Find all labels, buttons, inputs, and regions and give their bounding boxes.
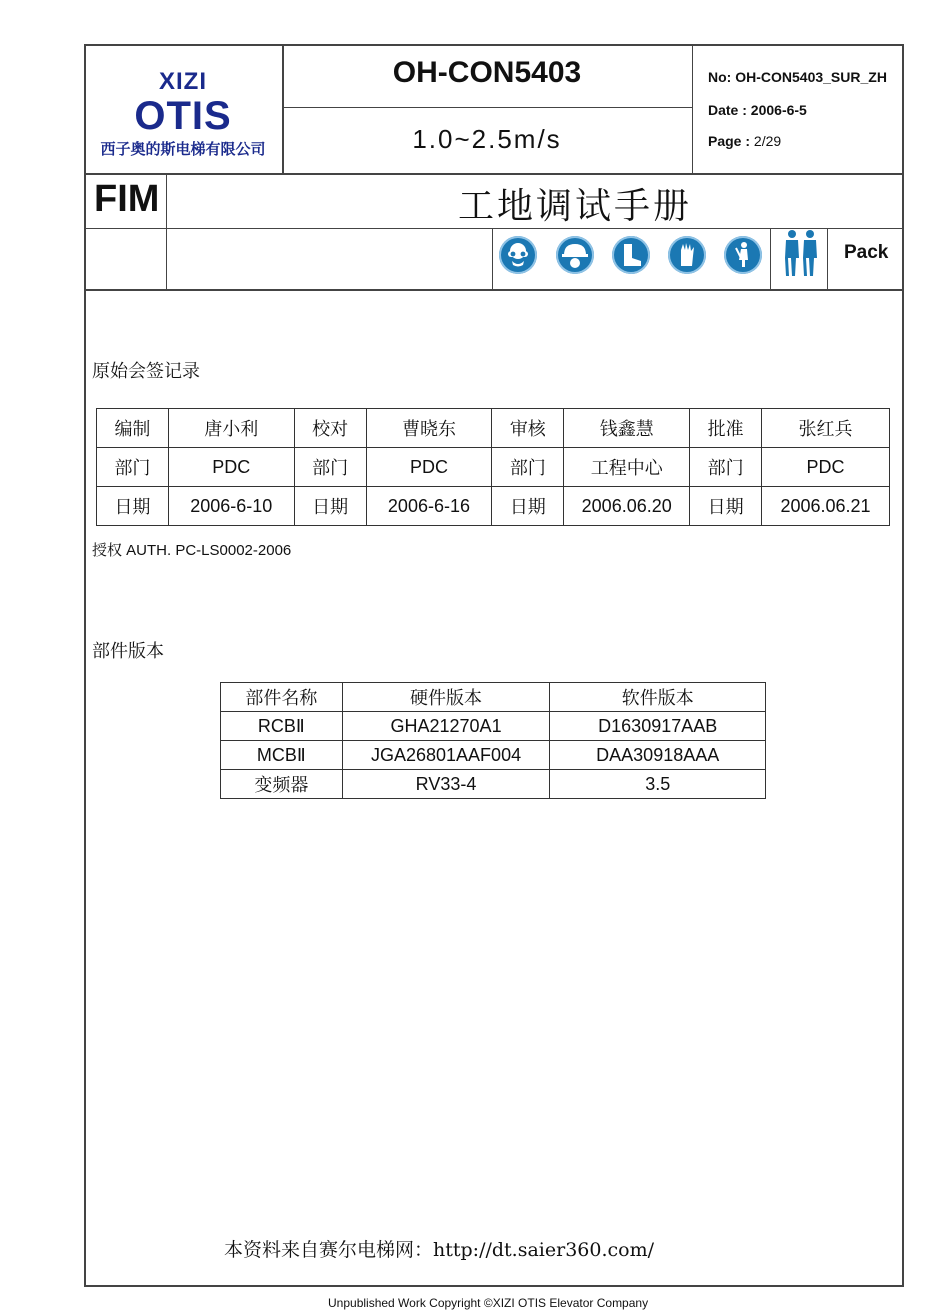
page-label: Page : (708, 133, 751, 149)
copyright-notice: Unpublished Work Copyright ©XIZI OTIS Elevator Company (328, 1296, 649, 1310)
no-value: OH-CON5403_SUR_ZH (735, 69, 887, 85)
date-value: 2006-6-5 (750, 102, 807, 118)
table-cell: 变频器 (221, 770, 343, 799)
table-row (97, 487, 890, 526)
harness-icon (724, 236, 762, 274)
table-row (97, 448, 890, 487)
table-cell: 审核 (492, 409, 564, 448)
page-number (708, 133, 904, 149)
table-cell: 钱鑫慧 (564, 409, 690, 448)
document-date (708, 102, 904, 118)
safety-boots-icon (612, 236, 650, 274)
category-label: FIM (94, 178, 160, 220)
logo-company-name: 西子奥的斯电梯有限公司 (100, 141, 266, 158)
table-cell: 部门 (97, 448, 169, 487)
table-row (97, 409, 890, 448)
date-label: Date : (708, 102, 747, 118)
table-row (221, 770, 766, 799)
speed-range: 1.0~2.5m/s (412, 124, 562, 154)
table-cell: 2006-6-10 (168, 487, 294, 526)
table-cell: 2006.06.21 (762, 487, 890, 526)
table-cell: PDC (168, 448, 294, 487)
parts-title: 部件版本 (92, 641, 164, 661)
logo-brand-top: XIZI (158, 68, 207, 95)
table-cell: 2006.06.20 (564, 487, 690, 526)
table-cell: 编制 (97, 409, 169, 448)
table-cell: 校对 (294, 409, 366, 448)
table-cell: 2006-6-16 (366, 487, 492, 526)
table-cell: D1630917AAB (550, 712, 766, 741)
table-row (221, 712, 766, 741)
table-header-row (221, 683, 766, 712)
gloves-icon (668, 236, 706, 274)
two-persons-icon (780, 228, 822, 278)
table-cell: PDC (762, 448, 890, 487)
table-cell: 部门 (294, 448, 366, 487)
page-value: 2/29 (753, 133, 782, 149)
signoff-table (96, 408, 890, 526)
table-cell: 张红兵 (762, 409, 890, 448)
hard-hat-icon (556, 236, 594, 274)
source-watermark: 本资料来自赛尔电梯网：http://dt.saier360.com/ (224, 1239, 654, 1261)
signoff-title: 原始会签记录 (92, 361, 200, 381)
table-cell: RV33-4 (342, 770, 550, 799)
table-cell: 部门 (690, 448, 762, 487)
document-code: OH-CON5403 (392, 56, 582, 89)
table-cell: RCBⅡ (221, 712, 343, 741)
column-header: 硬件版本 (342, 683, 550, 712)
table-cell: 部门 (492, 448, 564, 487)
table-cell: DAA30918AAA (550, 741, 766, 770)
safety-goggles-icon (499, 236, 537, 274)
table-cell: 日期 (492, 487, 564, 526)
table-row (221, 741, 766, 770)
column-header: 部件名称 (221, 683, 343, 712)
table-cell: 批准 (690, 409, 762, 448)
document-number (708, 69, 904, 85)
table-cell: PDC (366, 448, 492, 487)
table-cell: 工程中心 (564, 448, 690, 487)
table-cell: GHA21270A1 (342, 712, 550, 741)
table-cell: 日期 (97, 487, 169, 526)
manual-title: 工地调试手册 (457, 185, 692, 226)
table-cell: 曹晓东 (366, 409, 492, 448)
table-cell: 3.5 (550, 770, 766, 799)
table-cell: 日期 (690, 487, 762, 526)
table-cell: 日期 (294, 487, 366, 526)
table-cell: JGA26801AAF004 (342, 741, 550, 770)
parts-version-table (220, 682, 766, 799)
table-cell: 唐小利 (168, 409, 294, 448)
column-header: 软件版本 (550, 683, 766, 712)
logo-brand-main: OTIS (134, 94, 232, 138)
table-cell: MCBⅡ (221, 741, 343, 770)
pack-label: Pack (844, 242, 889, 263)
company-logo (84, 44, 282, 173)
authorization-code: 授权 AUTH. PC-LS0002-2006 (92, 542, 292, 559)
no-label: No: (708, 69, 732, 85)
